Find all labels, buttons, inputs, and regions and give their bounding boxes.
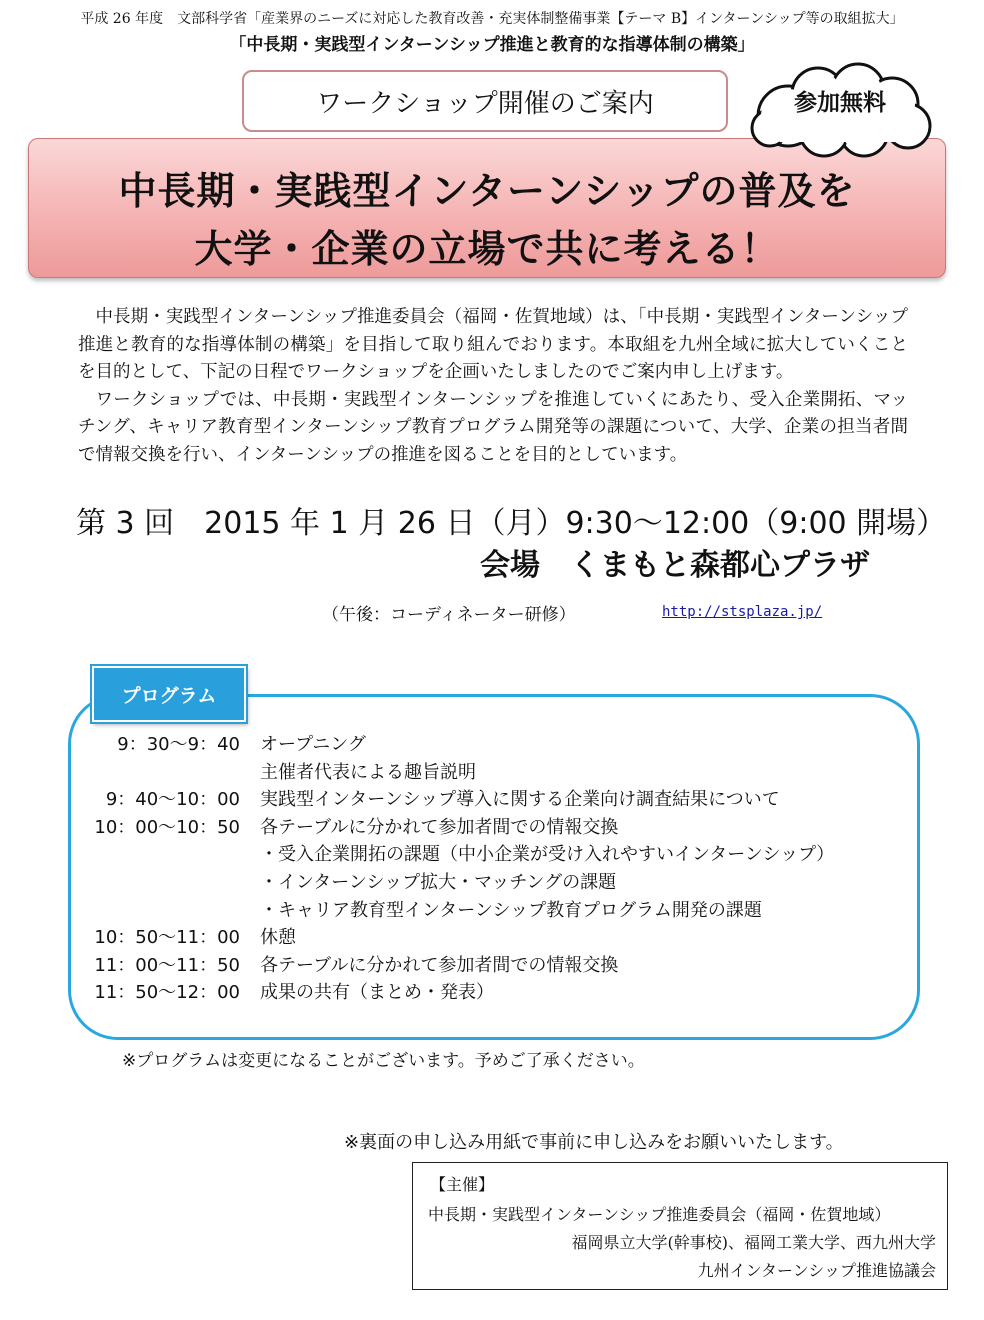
program-row — [0, 951, 984, 979]
program-time: 10：00～10：50 — [94, 816, 240, 838]
program-row — [0, 785, 984, 813]
program-description: オープニング — [260, 734, 366, 755]
banner-title-line1: 中長期・実践型インターンシップの普及を — [118, 169, 856, 213]
program-row — [0, 923, 984, 951]
program-time: 11：00～11：50 — [94, 954, 240, 976]
intro-text — [78, 304, 908, 469]
apply-note: ※裏面の申し込み用紙で事前に申し込みをお願いいたします。 — [344, 1132, 844, 1153]
program-change-note: ※プログラムは変更になることがございます。予めご了承ください。 — [122, 1051, 645, 1071]
program-description: ・受入企業開拓の課題（中小企業が受け入れやすいインターンシップ） — [260, 844, 835, 866]
organizer-heading: 【主催】 — [430, 1175, 495, 1194]
program-row — [0, 840, 984, 868]
header-subtitle: 平成 26 年度 文部科学省「産業界のニーズに対応した教育改善・充実体制整備事業【テーマ B】インターンシップ等の取組拡大」 — [80, 11, 904, 27]
header-project-title: 「中長期・実践型インターンシップ推進と教育的な指導体制の構築」 — [229, 35, 755, 55]
program-description: 実践型インターンシップ導入に関する企業向け調査結果について — [260, 789, 780, 811]
intro-paragraph-2: ワークショップでは、中長期・実践型インターンシップを推進していくにあたり、受入企業開拓、マッチング、キャリア教育型インターンシップ教育プログラム開発等の課題について、大学、企業の担当者間で情報交換を行い、インターンシップの推進を図ることを目的としています。 — [78, 389, 908, 465]
program-description: ・インターンシップ拡大・マッチングの課題 — [260, 872, 617, 893]
free-participation-badge: 参加無料 — [794, 90, 886, 116]
program-row — [0, 978, 984, 1006]
program-row — [0, 896, 984, 924]
program-time: 9：40～10：00 — [105, 789, 240, 811]
program-time: 10：50～11：00 — [94, 927, 240, 949]
program-row — [0, 758, 984, 786]
program-tab-label: プログラム — [92, 666, 246, 722]
program-description: 成果の共有（まとめ・発表） — [260, 982, 494, 1004]
program-description: 各テーブルに分かれて参加者間での情報交換 — [260, 816, 619, 838]
program-row — [0, 730, 984, 758]
program-description: 各テーブルに分かれて参加者間での情報交換 — [260, 954, 619, 976]
afternoon-session: （午後：コーディネーター研修） — [322, 605, 576, 625]
program-description: 休憩 — [260, 927, 296, 949]
organizer-universities: 福岡県立大学(幹事校)、福岡工業大学、西九州大学 — [571, 1233, 936, 1252]
workshop-notice-text: ワークショップ開催のご案内 — [316, 88, 654, 119]
program-row — [0, 868, 984, 896]
intro-paragraph-1: 中長期・実践型インターンシップ推進委員会（福岡・佐賀地域）は、「中長期・実践型インターンシップ推進と教育的な指導体制の構築」を目指して取り組んでおります。本取組を九州全域に拡大していくことを目的として、下記の日程でワークショップを企画いたしましたのでご案内申し上げます。 — [78, 307, 908, 382]
organizer-committee: 中長期・実践型インターンシップ推進委員会（福岡・佐賀地域） — [428, 1205, 891, 1224]
program-description: 主催者代表による趣旨説明 — [260, 761, 476, 783]
program-description: ・キャリア教育型インターンシップ教育プログラム開発の課題 — [260, 899, 762, 921]
program-time: 11：50～12：00 — [94, 982, 240, 1004]
event-venue: 会場 くまもと森都心プラザ — [480, 548, 870, 583]
organizer-council: 九州インターンシップ推進協議会 — [697, 1261, 936, 1280]
event-datetime: 第 3 回 2015 年 1 月 26 日（月）9:30～12:00（9:00 開場） — [76, 506, 947, 541]
workshop-notice-box — [242, 70, 728, 132]
program-row — [0, 813, 984, 841]
banner-title-line2: 大学・企業の立場で共に考える！ — [194, 227, 780, 271]
program-time: 9：30～9：40 — [117, 734, 240, 755]
venue-link[interactable]: http://stsplaza.jp/ — [662, 604, 823, 620]
